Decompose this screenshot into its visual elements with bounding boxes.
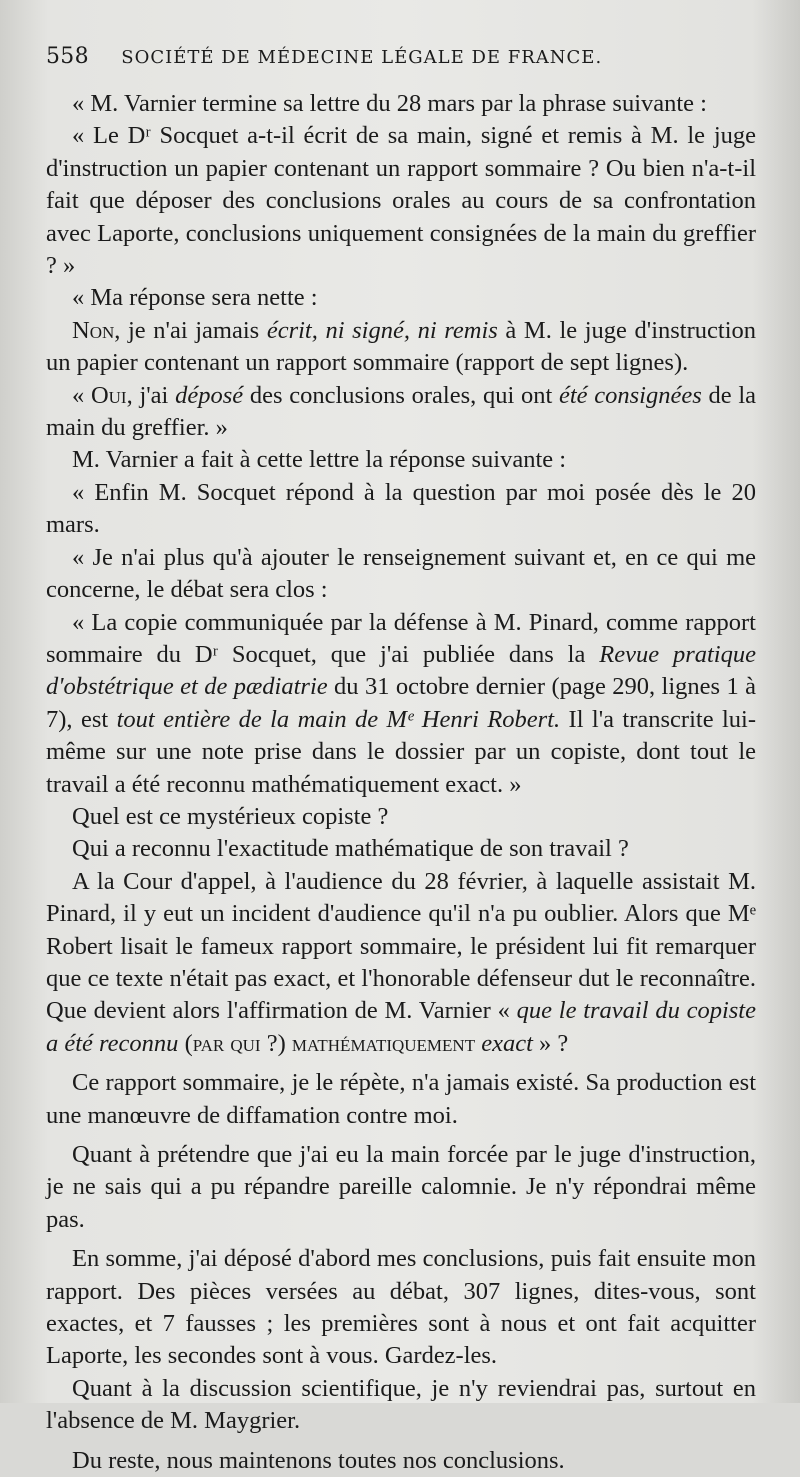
italic-text: exact [481,1029,533,1057]
paragraph [46,833,756,865]
small-caps-text: mathématiquement [291,1029,476,1057]
text-run: Quel est ce mystérieux copiste ? [72,802,389,830]
text-run: ?) [260,1029,292,1057]
text-run: des conclusions orales, qui ont [243,381,559,409]
paragraph [46,1373,756,1438]
italic-text: déposé [175,381,244,409]
italic-text: Revue pratique d'obstétrique et de pædiatrie [46,640,756,701]
paragraph [46,1243,756,1373]
paragraph [46,477,756,542]
small-caps-text: par qui [192,1029,261,1057]
text-run: Du reste, nous maintenons toutes nos conclusions. [72,1446,565,1474]
text-run: , je n'ai jamais [114,316,267,344]
italic-text: été consignées [559,381,702,409]
text-run: « Je n'ai plus qu'à ajouter le renseignement suivant et, en ce qui me concerne, le débat sera clos : [46,543,756,604]
italic-text: que le travail du copiste a été reconnu [46,997,756,1057]
text-run: En somme, j'ai déposé d'abord mes conclusions, puis fait ensuite mon rapport. Des pièces versées au débat, 307 lignes, dites-vous, sont exactes, et 7 fausses ; les premières sont à nous et ont fait acquitter Laporte, les secondes sont à vous. Gardez-les. [46,1245,756,1370]
paragraph [46,88,756,120]
text-run: « Enfin M. Socquet répond à la question par moi posée dès le 20 mars. [46,478,756,539]
paragraph [46,120,756,282]
text-run: Ce rapport sommaire, je le répète, n'a jamais existé. Sa production est une manœuvre de diffamation contre moi. [46,1069,756,1129]
small-caps-text: Non [72,316,115,344]
italic-text: écrit, ni signé, ni remis [266,316,498,344]
running-header [46,44,746,69]
text-run: , j'ai [126,381,176,409]
text-run: » ? [532,1029,569,1057]
text-run: à M. le juge d'instruction un papier contenant un rapport sommaire (rapport de sept lignes). [46,316,757,377]
paragraph [46,1067,756,1132]
paragraph [46,282,756,314]
text-run: de la main du greffier. » [46,381,757,442]
text-run: Qui a reconnu l'exactitude mathématique de son travail ? [72,835,629,863]
text-run: « Le Dʳ Socquet a-t-il écrit de sa main, signé et remis à M. le juge d'instruction un papier contenant un rapport sommaire ? Ou bien n'a-t-il fait que déposer des conclusions orales au cours de sa confrontation avec Laporte, conclusions uniquement consignées de la main du greffier ? » [46,122,756,280]
italic-text: tout entière de la main de Mᵉ Henri Robert. [116,705,561,733]
text-run: Quant à prétendre que j'ai eu la main forcée par le juge d'instruction, je ne sais qui a pu répandre pareille calomnie. Je n'y répondrai même pas. [46,1141,756,1233]
paragraph [46,1445,756,1477]
text-run: Il l'a transcrite lui-même sur une note prise dans le dossier par un copiste, dont tout le travail a été reconnu mathématiquement exact. » [46,705,756,798]
paragraph [46,1139,756,1236]
text-run: « Ma réponse sera nette : [72,284,318,312]
paragraph [46,380,756,445]
text-run: du 31 octobre dernier (page 290, lignes 1 à 7), est [46,673,756,733]
text-run: A la Cour d'appel, à l'audience du 28 février, à laquelle assistait M. Pinard, il y eut un incident d'audience qu'il n'a pu oublier. Alors que Mᵉ Robert lisait le fameux rapport sommaire, le président lui fit remarquer que ce texte n'était pas exact, et l'honorable défenseur dut le reconnaître. Que devient alors l'affirmation de M. Varnier « [46,867,756,1025]
paragraph [46,542,756,607]
text-run: « M. Varnier termine sa lettre du 28 mars par la phrase suivante : [72,90,707,117]
text-run: ( [178,1029,193,1057]
paragraph [46,801,756,833]
page-number: 558 [46,44,89,69]
paragraph [46,444,756,476]
body-text [46,88,756,1477]
running-title: SOCIÉTÉ DE MÉDECINE LÉGALE DE FRANCE. [121,47,603,68]
paragraph [46,607,756,801]
paragraph [46,315,756,380]
text-run: M. Varnier a fait à cette lettre la réponse suivante : [72,446,567,474]
text-run: « La copie communiquée par la défense à M. Pinard, comme rapport sommaire du Dʳ Socquet, que j'ai publiée dans la [46,608,756,668]
small-caps-text: « Oui [72,381,127,409]
paragraph [46,866,756,1060]
text-run: Quant à la discussion scientifique, je n'y reviendrai pas, surtout en l'absence de M. Maygrier. [46,1374,756,1435]
